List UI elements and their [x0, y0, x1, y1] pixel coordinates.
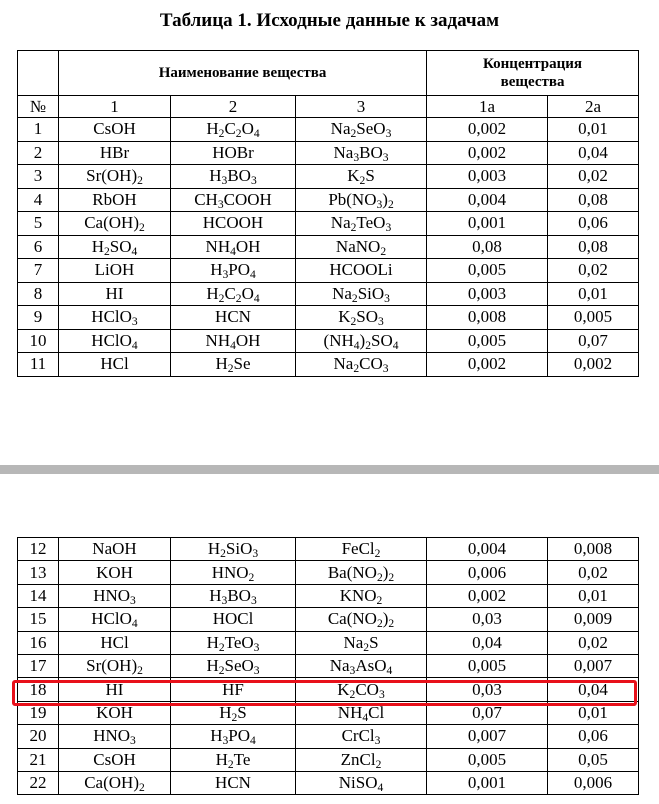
table-row [18, 561, 639, 584]
cell-number: 8 [18, 282, 59, 306]
header-no: № [18, 96, 59, 118]
header-group-row [18, 51, 639, 96]
cell-substance-1: HBr [59, 141, 171, 165]
cell-substance-1: HClO$_3$ [59, 306, 171, 330]
cell-substance-2: $H_3BO_3$ [171, 584, 296, 607]
cell-number: 5 [18, 212, 59, 236]
table-row [18, 188, 639, 212]
cell-substance-2: $H_3PO_4$ [171, 725, 296, 748]
cell-concentration-1a: 0,001 [427, 212, 548, 236]
cell-substance-2: HOCl [171, 608, 296, 631]
cell-concentration-1a: 0,005 [427, 329, 548, 353]
table-row [18, 654, 639, 677]
cell-substance-2: $H_2S$ [171, 701, 296, 724]
table-row [18, 259, 639, 283]
cell-substance-2: $HNO_2$ [171, 561, 296, 584]
cell-substance-2: $H_2C_2O_4$ [171, 118, 296, 142]
cell-substance-1: CsOH [59, 748, 171, 771]
cell-substance-3: $Na_3BO_3$ [296, 141, 427, 165]
cell-substance-3: $K_2S$ [296, 165, 427, 189]
cell-substance-3: $Na_2S$ [296, 631, 427, 654]
table-row [18, 678, 639, 701]
cell-substance-1: $HNO_3$ [59, 584, 171, 607]
header-col-1a: 1a [427, 96, 548, 118]
table-row [18, 631, 639, 654]
cell-substance-2: $H_2Se$ [171, 353, 296, 377]
table-row [18, 353, 639, 377]
table-row [18, 701, 639, 724]
table-row [18, 748, 639, 771]
cell-substance-3: $Na_3AsO_4$ [296, 654, 427, 677]
cell-concentration-2a: 0,01 [548, 584, 639, 607]
cell-number: 22 [18, 771, 59, 794]
header-col-2a: 2a [548, 96, 639, 118]
cell-substance-1: HCl [59, 631, 171, 654]
cell-substance-1: LiOH [59, 259, 171, 283]
page-separator [0, 465, 659, 474]
cell-substance-2: HCOOH [171, 212, 296, 236]
cell-substance-3: $Pb(NO_3)_2$ [296, 188, 427, 212]
header-concentration [427, 51, 639, 96]
cell-substance-3: ZnCl$_2$ [296, 748, 427, 771]
cell-concentration-1a: 0,03 [427, 678, 548, 701]
cell-substance-2: $H_3BO_3$ [171, 165, 296, 189]
cell-substance-1: HCl [59, 353, 171, 377]
cell-substance-3: FeCl$_2$ [296, 538, 427, 561]
cell-substance-3: CrCl$_3$ [296, 725, 427, 748]
cell-number: 12 [18, 538, 59, 561]
cell-concentration-1a: 0,007 [427, 725, 548, 748]
table-row [18, 306, 639, 330]
cell-substance-2: HCN [171, 771, 296, 794]
cell-concentration-2a: 0,07 [548, 329, 639, 353]
cell-concentration-2a: 0,02 [548, 631, 639, 654]
header-col-1: 1 [59, 96, 171, 118]
cell-substance-1: RbOH [59, 188, 171, 212]
cell-substance-3: $Na_2SeO_3$ [296, 118, 427, 142]
cell-substance-3: HCOOLi [296, 259, 427, 283]
cell-concentration-2a: 0,04 [548, 141, 639, 165]
cell-concentration-2a: 0,08 [548, 188, 639, 212]
cell-concentration-1a: 0,002 [427, 118, 548, 142]
header-empty-cell [18, 51, 59, 96]
cell-concentration-2a: 0,04 [548, 678, 639, 701]
table-row [18, 538, 639, 561]
cell-concentration-1a: 0,005 [427, 259, 548, 283]
cell-concentration-1a: 0,04 [427, 631, 548, 654]
cell-substance-2: $H_3PO_4$ [171, 259, 296, 283]
cell-substance-1: KOH [59, 561, 171, 584]
cell-substance-3: $K_2CO_3$ [296, 678, 427, 701]
table-row [18, 118, 639, 142]
cell-substance-2: $H_2TeO_3$ [171, 631, 296, 654]
cell-number: 1 [18, 118, 59, 142]
table-row [18, 235, 639, 259]
table-row [18, 212, 639, 236]
cell-substance-1: NaOH [59, 538, 171, 561]
cell-substance-1: $Ca(OH)_2$ [59, 771, 171, 794]
cell-concentration-2a: 0,08 [548, 235, 639, 259]
cell-substance-3: $Ca(NO_2)_2$ [296, 608, 427, 631]
cell-substance-3: $KNO_2$ [296, 584, 427, 607]
cell-substance-3: NaNO$_2$ [296, 235, 427, 259]
cell-substance-1: HI [59, 282, 171, 306]
cell-concentration-1a: 0,004 [427, 538, 548, 561]
cell-concentration-2a: 0,006 [548, 771, 639, 794]
cell-concentration-1a: 0,006 [427, 561, 548, 584]
header-concentration-line2: вещества [500, 74, 565, 90]
cell-substance-3: $Na_2TeO_3$ [296, 212, 427, 236]
cell-number: 9 [18, 306, 59, 330]
cell-concentration-1a: 0,001 [427, 771, 548, 794]
cell-concentration-2a: 0,02 [548, 165, 639, 189]
cell-number: 16 [18, 631, 59, 654]
cell-substance-2: $H_2SeO_3$ [171, 654, 296, 677]
cell-substance-1: $HNO_3$ [59, 725, 171, 748]
cell-concentration-1a: 0,002 [427, 584, 548, 607]
cell-concentration-2a: 0,02 [548, 259, 639, 283]
cell-number: 3 [18, 165, 59, 189]
cell-concentration-1a: 0,07 [427, 701, 548, 724]
table-row [18, 282, 639, 306]
cell-substance-2: $NH_4OH$ [171, 235, 296, 259]
cell-concentration-2a: 0,06 [548, 725, 639, 748]
header-number-row [18, 96, 639, 118]
cell-number: 14 [18, 584, 59, 607]
cell-number: 15 [18, 608, 59, 631]
table-row [18, 165, 639, 189]
cell-substance-3: $K_2SO_3$ [296, 306, 427, 330]
cell-substance-1: CsOH [59, 118, 171, 142]
header-concentration-line1: Концентрация [483, 56, 583, 72]
cell-number: 11 [18, 353, 59, 377]
cell-substance-2: HCN [171, 306, 296, 330]
data-table-part-2 [17, 537, 639, 795]
cell-substance-1: $Sr(OH)_2$ [59, 654, 171, 677]
table-row [18, 725, 639, 748]
cell-number: 10 [18, 329, 59, 353]
cell-number: 7 [18, 259, 59, 283]
cell-number: 20 [18, 725, 59, 748]
cell-number: 17 [18, 654, 59, 677]
cell-substance-1: $Ca(OH)_2$ [59, 212, 171, 236]
cell-concentration-1a: 0,003 [427, 165, 548, 189]
cell-substance-2: $H_2SiO_3$ [171, 538, 296, 561]
cell-concentration-2a: 0,005 [548, 306, 639, 330]
cell-concentration-2a: 0,007 [548, 654, 639, 677]
cell-substance-2: $H_2Te$ [171, 748, 296, 771]
table-row [18, 608, 639, 631]
cell-number: 21 [18, 748, 59, 771]
header-col-2: 2 [171, 96, 296, 118]
cell-concentration-1a: 0,005 [427, 654, 548, 677]
cell-substance-2: HOBr [171, 141, 296, 165]
cell-number: 6 [18, 235, 59, 259]
cell-concentration-2a: 0,01 [548, 701, 639, 724]
cell-number: 18 [18, 678, 59, 701]
cell-concentration-1a: 0,003 [427, 282, 548, 306]
cell-substance-1: KOH [59, 701, 171, 724]
table-row [18, 584, 639, 607]
cell-substance-3: $Na_2CO_3$ [296, 353, 427, 377]
cell-substance-2: $NH_4OH$ [171, 329, 296, 353]
cell-substance-1: HI [59, 678, 171, 701]
cell-number: 4 [18, 188, 59, 212]
data-table-part-1 [17, 50, 639, 377]
cell-concentration-1a: 0,03 [427, 608, 548, 631]
cell-substance-2: $H_2C_2O_4$ [171, 282, 296, 306]
cell-substance-3: $(NH_4)_2SO_4$ [296, 329, 427, 353]
cell-concentration-1a: 0,08 [427, 235, 548, 259]
header-substance-name: Наименование вещества [59, 51, 427, 96]
cell-concentration-2a: 0,01 [548, 118, 639, 142]
cell-concentration-1a: 0,004 [427, 188, 548, 212]
cell-concentration-2a: 0,05 [548, 748, 639, 771]
cell-substance-3: $NH_4Cl$ [296, 701, 427, 724]
header-col-3: 3 [296, 96, 427, 118]
cell-number: 13 [18, 561, 59, 584]
cell-concentration-1a: 0,002 [427, 353, 548, 377]
cell-concentration-1a: 0,005 [427, 748, 548, 771]
cell-substance-1: HClO$_4$ [59, 329, 171, 353]
cell-concentration-2a: 0,06 [548, 212, 639, 236]
cell-substance-3: NiSO$_4$ [296, 771, 427, 794]
table-row [18, 329, 639, 353]
cell-concentration-2a: 0,009 [548, 608, 639, 631]
cell-concentration-2a: 0,008 [548, 538, 639, 561]
cell-substance-3: $Na_2SiO_3$ [296, 282, 427, 306]
table-title: Таблица 1. Исходные данные к задачам [159, 10, 500, 31]
cell-substance-2: $CH_3COOH$ [171, 188, 296, 212]
cell-substance-1: $Sr(OH)_2$ [59, 165, 171, 189]
cell-concentration-1a: 0,008 [427, 306, 548, 330]
cell-concentration-2a: 0,002 [548, 353, 639, 377]
cell-substance-2: HF [171, 678, 296, 701]
cell-substance-3: $Ba(NO_2)_2$ [296, 561, 427, 584]
table-row [18, 771, 639, 794]
cell-concentration-2a: 0,01 [548, 282, 639, 306]
cell-substance-1: $H_2SO_4$ [59, 235, 171, 259]
cell-number: 19 [18, 701, 59, 724]
cell-concentration-1a: 0,002 [427, 141, 548, 165]
cell-substance-1: HClO$_4$ [59, 608, 171, 631]
cell-number: 2 [18, 141, 59, 165]
table-row [18, 141, 639, 165]
cell-concentration-2a: 0,02 [548, 561, 639, 584]
